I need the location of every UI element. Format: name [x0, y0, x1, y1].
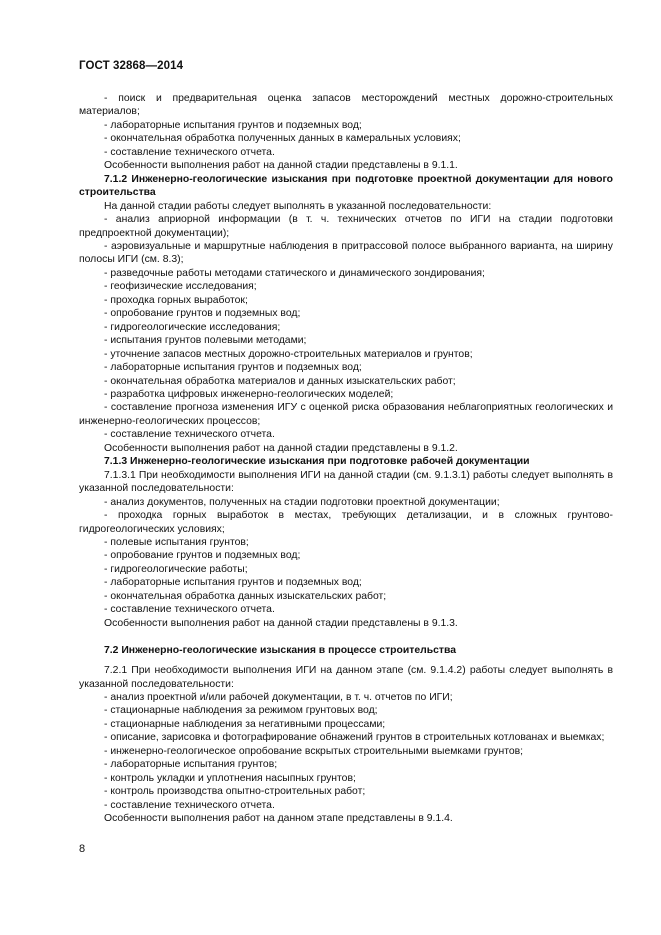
- paragraph: - лабораторные испытания грунтов и подземных вод;: [104, 577, 362, 589]
- paragraph: Особенности выполнения работ на данной стадии представлены в 9.1.3.: [104, 617, 458, 629]
- paragraph: - гидрогеологические исследования;: [104, 321, 281, 333]
- paragraph: - контроль производства опытно-строительных работ;: [104, 786, 366, 798]
- paragraph: На данной стадии работы следует выполнять в указанной последовательности:: [104, 200, 492, 212]
- paragraph: - составление прогноза изменения ИГУ с оценкой риска образования неблагоприятных геологических и инженерно-геологических процессов;: [79, 402, 613, 427]
- paragraph: - опробование грунтов и подземных вод;: [104, 308, 301, 320]
- paragraph: - контроль укладки и уплотнения насыпных грунтов;: [104, 772, 356, 784]
- paragraph: 7.1.3.1 При необходимости выполнения ИГИ на данной стадии (см. 9.1.3.1) работы следует выполнять в указанной последовательности:: [79, 469, 613, 495]
- paragraph: - лабораторные испытания грунтов и подземных вод;: [104, 362, 362, 374]
- paragraph: - окончательная обработка данных изыскательских работ;: [104, 590, 387, 602]
- section-heading: 7.2 Инженерно-геологические изыскания в процессе строительства: [104, 644, 456, 656]
- paragraph: - разведочные работы методами статического и динамического зондирования;: [104, 267, 485, 279]
- paragraph: - окончательная обработка материалов и данных изыскательских работ;: [104, 375, 456, 387]
- paragraph: - полевые испытания грунтов;: [104, 536, 249, 548]
- paragraph: - аэровизуальные и маршрутные наблюдения в притрассовой полосе выбранного варианта, на ширину полосы ИГИ (см. 8.3);: [79, 240, 613, 266]
- document-header: ГОСТ 32868—2014: [79, 60, 184, 72]
- paragraph: - лабораторные испытания грунтов и подземных вод;: [104, 119, 362, 131]
- paragraph: 7.2.1 При необходимости выполнения ИГИ на данном этапе (см. 9.1.4.2) работы следует выполнять в указанной последовательности:: [79, 665, 613, 690]
- paragraph: - составление технического отчета.: [104, 799, 275, 811]
- paragraph: - анализ априорной информации (в т. ч. технических отчетов по ИГИ на стадии подготовки предпроектной документации);: [79, 214, 613, 239]
- paragraph: - опробование грунтов и подземных вод;: [104, 550, 301, 562]
- paragraph: - составление технического отчета.: [104, 429, 275, 441]
- paragraph: - составление технического отчета.: [104, 146, 275, 158]
- paragraph: - гидрогеологические работы;: [104, 563, 248, 575]
- paragraph: - поиск и предварительная оценка запасов месторождений местных дорожно-строительных материалов;: [79, 93, 613, 118]
- paragraph: - стационарные наблюдения за негативными процессами;: [104, 718, 386, 730]
- paragraph: - разработка цифровых инженерно-геологических моделей;: [104, 388, 394, 400]
- paragraph: Особенности выполнения работ на данной стадии представлены в 9.1.1.: [104, 160, 458, 172]
- paragraph: - окончательная обработка полученных данных в камеральных условиях;: [104, 133, 461, 145]
- paragraph: - лабораторные испытания грунтов;: [104, 759, 278, 771]
- paragraph: - инженерно-геологическое опробование вскрытых строительными выемками грунтов;: [104, 745, 524, 757]
- paragraph: - геофизические исследования;: [104, 281, 257, 293]
- paragraph: - стационарные наблюдения за режимом грунтовых вод;: [104, 705, 378, 717]
- paragraph: Особенности выполнения работ на данной стадии представлены в 9.1.2.: [104, 442, 458, 454]
- paragraph: - анализ проектной и/или рабочей документации, в т. ч. отчетов по ИГИ;: [104, 691, 453, 703]
- paragraph: Особенности выполнения работ на данном этапе представлены в 9.1.4.: [104, 813, 453, 825]
- paragraph: - составление технического отчета.: [104, 604, 275, 616]
- section-heading: 7.1.2 Инженерно-геологические изыскания при подготовке проектной документации для нового строительства: [79, 173, 613, 199]
- page-number: 8: [79, 843, 86, 855]
- section-heading: 7.1.3 Инженерно-геологические изыскания при подготовке рабочей документации: [104, 456, 530, 468]
- paragraph: - проходка горных выработок;: [104, 294, 248, 306]
- paragraph: - описание, зарисовка и фотографирование обнажений грунтов в строительных котлованах и выемках;: [104, 732, 605, 744]
- paragraph: - уточнение запасов местных дорожно-строительных материалов и грунтов;: [104, 348, 473, 360]
- paragraph: - испытания грунтов полевыми методами;: [104, 335, 307, 347]
- paragraph: - проходка горных выработок в местах, требующих детализации, и в сложных грунтово-гидрогеологических условиях;: [79, 510, 613, 535]
- document-body: [79, 92, 613, 826]
- paragraph: - анализ документов, полученных на стадии подготовки проектной документации;: [104, 496, 500, 508]
